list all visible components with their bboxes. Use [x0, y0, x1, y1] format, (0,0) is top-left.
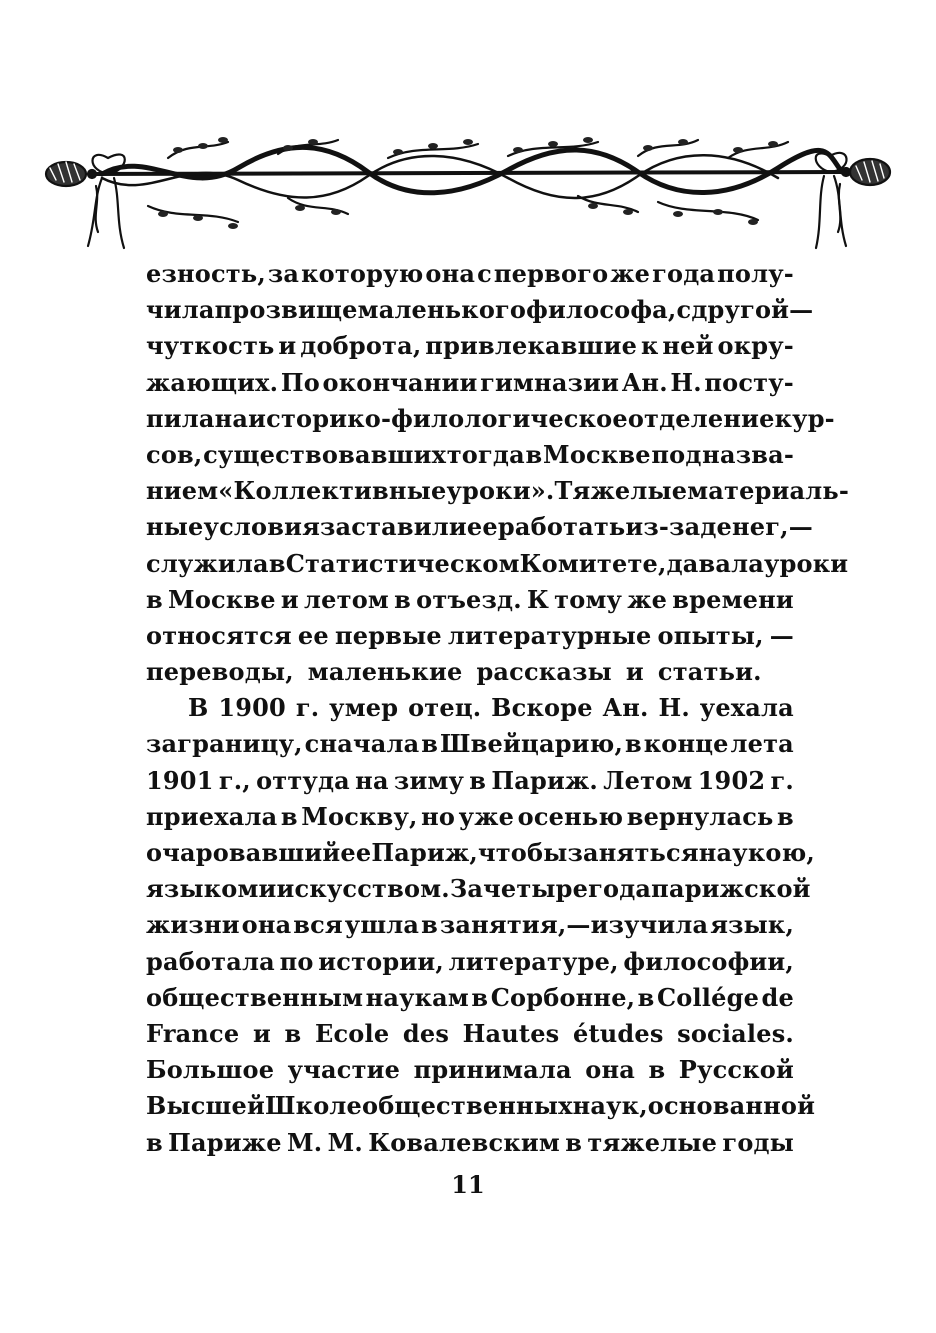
word: отец.: [408, 693, 482, 723]
paragraph-2: [146, 690, 816, 1160]
word: К: [526, 584, 550, 614]
word: в: [637, 982, 655, 1012]
word: общественных: [362, 1091, 573, 1121]
word: привлекавшие: [425, 331, 638, 361]
word: в: [469, 765, 487, 795]
word: Ecole: [315, 1018, 390, 1048]
text-line: [146, 944, 794, 980]
word: искусством.: [276, 874, 450, 904]
word: наукою,: [698, 838, 815, 867]
word: окру-: [717, 331, 794, 361]
word: с: [676, 295, 692, 325]
word: она: [585, 1055, 635, 1085]
word: жающих.: [146, 367, 279, 397]
word: относятся: [146, 620, 292, 650]
word: Швейцарию,: [440, 729, 624, 759]
word: г.,: [218, 765, 251, 795]
word: в: [648, 1055, 666, 1085]
word: Летом: [603, 765, 693, 795]
word: в: [777, 801, 794, 831]
word: ее: [297, 620, 329, 650]
word: в: [146, 1127, 163, 1157]
word: заграницу,: [146, 729, 303, 759]
word: Москву,: [301, 801, 418, 831]
word: Hautes: [462, 1018, 560, 1048]
word: истории,: [318, 946, 444, 976]
word: опыты,: [657, 620, 764, 650]
word: существовавших: [203, 439, 447, 469]
text-line: [146, 437, 794, 473]
word: за: [267, 259, 300, 288]
word: философии,: [623, 946, 794, 976]
word: языком: [146, 874, 259, 904]
word: денег,—: [700, 512, 813, 542]
word: «Коллективные: [218, 476, 447, 506]
word: парижской: [651, 874, 811, 904]
text-line: [146, 473, 850, 509]
word: Статистическом: [285, 548, 520, 578]
text-line: [146, 1088, 816, 1124]
word: маленькие: [307, 657, 463, 687]
word: езность,: [146, 259, 266, 288]
word: полу-: [717, 259, 794, 288]
word: ные: [146, 512, 204, 542]
word: г.: [295, 693, 320, 723]
word: Комитете,: [519, 548, 667, 578]
word: гимназии: [480, 367, 620, 397]
word: уроки: [764, 548, 849, 578]
word: оттуда: [256, 765, 350, 795]
word: года: [588, 874, 652, 904]
word: des: [402, 1018, 450, 1048]
word: литературе,: [448, 946, 619, 976]
word: Тяжелые: [554, 476, 688, 506]
word: же: [610, 259, 651, 288]
text-line: [146, 871, 811, 907]
word: очаровавший: [146, 838, 341, 867]
word: Н.: [658, 693, 690, 723]
word: умер: [329, 693, 399, 723]
word: По: [280, 367, 320, 397]
text-line: [146, 654, 794, 690]
word: и: [625, 657, 644, 687]
word: тогда: [446, 439, 525, 469]
text-line: [146, 509, 813, 545]
word: в: [421, 910, 438, 940]
word: Париж.: [491, 765, 598, 795]
word: г.: [770, 765, 794, 795]
text-line: [146, 328, 794, 364]
word: и: [258, 874, 277, 904]
text-line: [146, 726, 794, 762]
text-line: [146, 980, 794, 1016]
word: отделение: [627, 403, 775, 433]
word: под: [651, 439, 702, 469]
word: Ан.: [621, 367, 668, 397]
word: которую: [301, 259, 424, 288]
word: давала: [666, 548, 765, 578]
word: и: [280, 584, 299, 614]
word: в: [394, 584, 412, 614]
text-line: [146, 690, 794, 726]
word: участие: [287, 1055, 401, 1085]
word: конце: [643, 729, 729, 759]
text-line: [146, 835, 815, 871]
word: ушла: [344, 910, 420, 940]
word: принимала: [413, 1055, 572, 1085]
word: в: [624, 729, 642, 759]
text-line: [146, 763, 794, 799]
word: Русской: [678, 1055, 794, 1085]
word: летом: [304, 584, 389, 614]
word: в: [280, 801, 298, 831]
word: посту-: [704, 367, 794, 397]
text-line: [146, 618, 794, 654]
word: она: [425, 259, 476, 288]
word: вернулась: [626, 801, 774, 831]
word: 1902: [697, 765, 766, 795]
word: тяжелые: [587, 1127, 718, 1157]
text-line: [146, 365, 794, 401]
word: рассказы: [476, 657, 612, 687]
word: сов,: [146, 439, 203, 469]
word: литературные: [447, 620, 652, 650]
word: М.: [286, 1127, 323, 1157]
word: в: [525, 439, 543, 469]
word: ее: [466, 512, 498, 542]
word: чуткость: [146, 331, 275, 361]
word: зиму: [393, 765, 465, 795]
word: годы: [722, 1127, 794, 1157]
word: наукам: [365, 982, 469, 1012]
word: 1901: [146, 765, 214, 795]
word: Москве: [543, 439, 651, 469]
word: ее: [340, 838, 372, 867]
word: ней: [662, 331, 714, 361]
word: доброта,: [300, 331, 422, 361]
word: по: [279, 946, 314, 976]
page-number: 11: [451, 1170, 485, 1199]
word: отъезд.: [416, 584, 522, 614]
word: Москве: [168, 584, 276, 614]
word: язык,: [710, 910, 794, 940]
word: другой—: [691, 295, 814, 325]
word: года: [652, 259, 716, 288]
word: вся: [293, 910, 343, 940]
word: Париж,: [371, 838, 478, 867]
right-finial-icon: [842, 159, 890, 185]
text-line: [146, 1052, 794, 1088]
word: заставили: [320, 512, 467, 542]
word: тому: [554, 584, 623, 614]
word: Collége: [656, 982, 760, 1012]
word: философа,: [526, 295, 677, 325]
text-line: [146, 907, 794, 943]
word: назва-: [702, 439, 794, 469]
word: За: [449, 874, 484, 904]
word: на: [214, 403, 249, 433]
word: Н.: [670, 367, 702, 397]
word: нием: [146, 476, 219, 506]
word: —: [769, 620, 794, 650]
word: и: [252, 1018, 271, 1048]
word: условия: [203, 512, 321, 542]
body-text: [146, 256, 850, 1161]
word: первые: [334, 620, 442, 650]
word: из-за: [625, 512, 701, 542]
word: с: [477, 259, 492, 288]
word: переводы,: [146, 657, 294, 687]
word: основанной: [647, 1091, 816, 1121]
word: общественным: [146, 982, 364, 1012]
word: France: [146, 1018, 240, 1048]
word: Высшей: [146, 1091, 266, 1121]
word: в: [565, 1127, 583, 1157]
text-line: [146, 582, 794, 618]
word: к: [641, 331, 659, 361]
word: статьи.: [657, 657, 762, 687]
word: в: [268, 548, 286, 578]
word: de: [761, 982, 794, 1012]
word: материаль-: [687, 476, 850, 506]
word: études: [572, 1018, 664, 1048]
word: в: [471, 982, 489, 1012]
word: уже: [458, 801, 515, 831]
word: но: [421, 801, 456, 831]
text-line: [146, 256, 794, 292]
word: Париже: [168, 1127, 282, 1157]
word: маленького: [357, 295, 527, 325]
word: Ан.: [602, 693, 649, 723]
word: чтобы: [477, 838, 568, 867]
left-finial-icon: [46, 162, 96, 186]
word: она: [241, 910, 292, 940]
word: и: [278, 331, 297, 361]
word: работать: [497, 512, 626, 542]
word: служила: [146, 548, 269, 578]
word: sociales.: [677, 1018, 794, 1048]
text-line: [146, 401, 835, 437]
word: в: [146, 584, 163, 614]
word: В: [188, 693, 209, 723]
decorative-header-ornament: [38, 128, 900, 254]
word: в: [284, 1018, 302, 1048]
word: сначала: [304, 729, 420, 759]
word: кур-: [774, 403, 835, 433]
word: занятия,—изучила: [439, 910, 709, 940]
text-line: [146, 1016, 794, 1052]
word: Большое: [146, 1055, 275, 1085]
word: времени: [672, 584, 794, 614]
word: работала: [146, 946, 275, 976]
word: заняться: [567, 838, 699, 867]
word: пила: [146, 403, 215, 433]
word: чила: [146, 295, 215, 325]
word: Школе: [265, 1091, 362, 1121]
word: окончании: [322, 367, 478, 397]
word: историко-филологическое: [248, 403, 628, 433]
word: приехала: [146, 801, 278, 831]
word: Ковалевским: [368, 1127, 560, 1157]
word: первого: [493, 259, 609, 288]
word: наук,: [572, 1091, 648, 1121]
word: осенью: [517, 801, 624, 831]
word: Вскоре: [491, 693, 593, 723]
word: жизни: [146, 910, 240, 940]
word: Сорбонне,: [490, 982, 636, 1012]
word: 1900: [218, 693, 286, 723]
text-line: [146, 1125, 794, 1161]
word: четыре: [483, 874, 589, 904]
word: прозвище: [214, 295, 358, 325]
paragraph-1: [146, 256, 850, 690]
word: в: [421, 729, 439, 759]
word: на: [355, 765, 389, 795]
text-line: [146, 546, 849, 582]
word: М.: [327, 1127, 363, 1157]
word: уехала: [699, 693, 794, 723]
word: уроки».: [446, 476, 555, 506]
word: же: [627, 584, 668, 614]
word: лета: [730, 729, 794, 759]
text-line: [146, 799, 794, 835]
text-line: [146, 292, 814, 328]
